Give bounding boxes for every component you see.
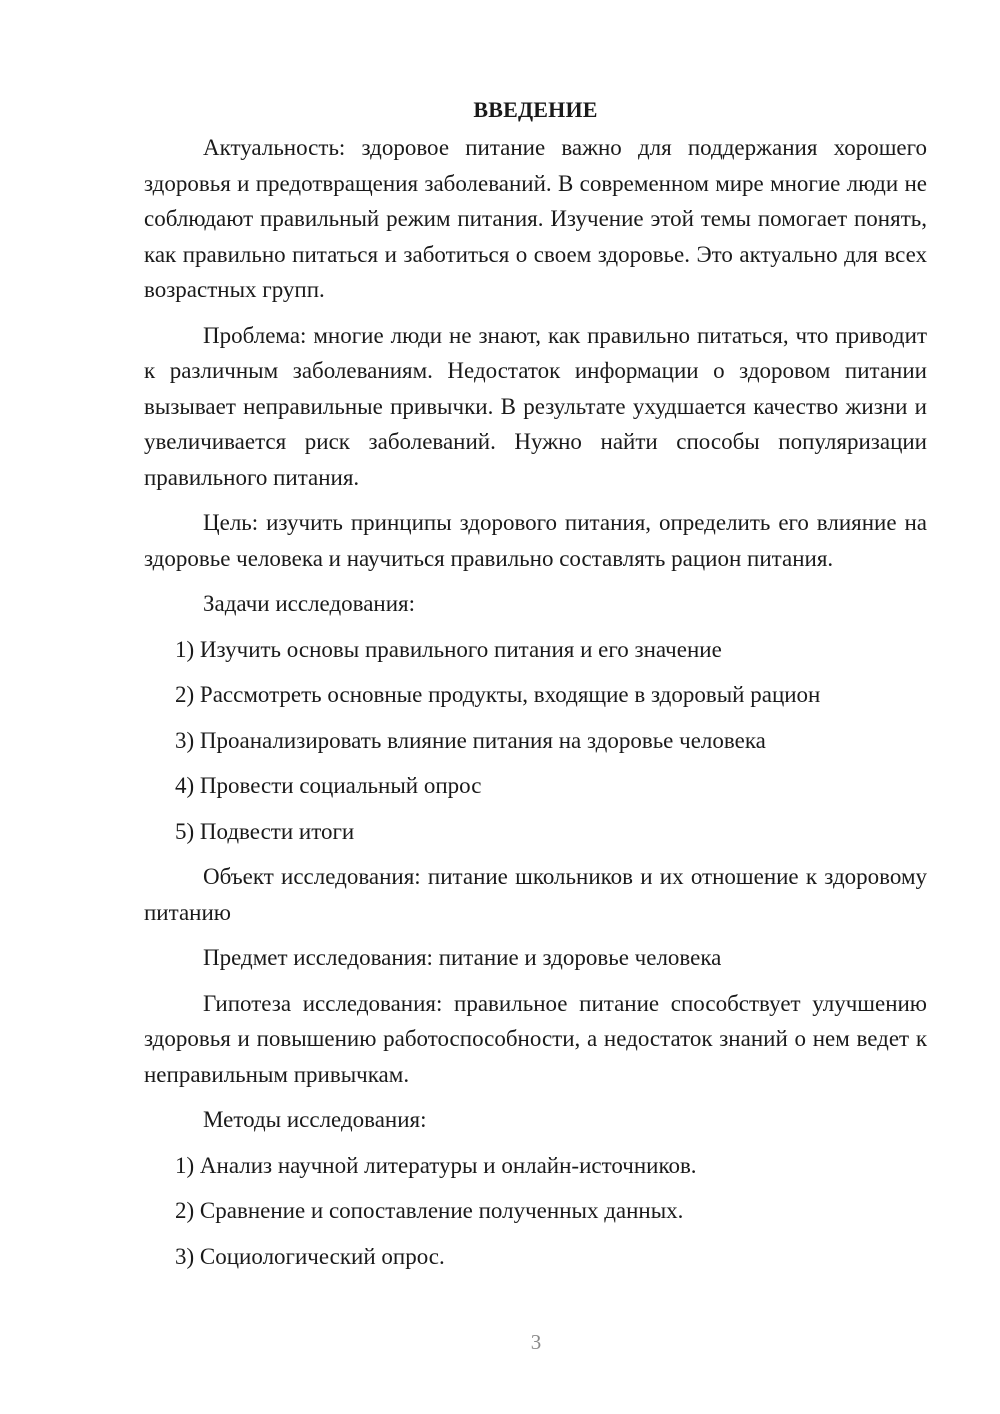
- subject-paragraph: Предмет исследования: питание и здоровье человека: [203, 945, 722, 970]
- list-item: 3) Социологический опрос.: [175, 1243, 445, 1269]
- list-item: 4) Провести социальный опрос: [175, 773, 482, 798]
- list-item: 2) Сравнение и сопоставление полученных данных.: [175, 1198, 684, 1223]
- list-item: 2) Рассмотреть основные продукты, входящие в здоровый рацион: [175, 682, 821, 707]
- list-item: 1) Изучить основы правильного питания и его значение: [175, 636, 722, 662]
- relevance-paragraph: Актуальность: здоровое питание важно для поддержания хорошего здоровья и предотвращения заболеваний. В современном мире многие люди не соблюдают правильный режим питания. Изучение этой темы помогает понять, как правильно питаться и заботиться о своем здоровье. Это актуально для всех возрастных групп.: [144, 135, 927, 302]
- methods-heading: Методы исследования:: [203, 1107, 427, 1132]
- methods-list: [144, 1148, 927, 1275]
- list-item: 3) Проанализировать влияние питания на здоровье человека: [175, 727, 766, 753]
- page-title: ВВЕДЕНИЕ: [473, 97, 598, 122]
- goal-paragraph: Цель: изучить принципы здорового питания, определить его влияние на здоровье человека и научиться правильно составлять рацион питания.: [144, 510, 927, 571]
- document-page: [144, 92, 927, 1284]
- list-item: 5) Подвести итоги: [175, 818, 355, 844]
- hypothesis-paragraph: Гипотеза исследования: правильное питание способствует улучшению здоровья и повышению работоспособности, а недостаток знаний о нем ведет к неправильным привычкам.: [144, 990, 927, 1087]
- list-item: 1) Анализ научной литературы и онлайн-источников.: [175, 1152, 697, 1178]
- object-paragraph: Объект исследования: питание школьников и их отношение к здоровому питанию: [144, 864, 927, 925]
- page-number: 3: [530, 1330, 542, 1354]
- tasks-heading: Задачи исследования:: [203, 591, 416, 616]
- problem-paragraph: Проблема: многие люди не знают, как правильно питаться, что приводит к различным заболеваниям. Недостаток информации о здоровом питании вызывает неправильные привычки. В результате ухудшается качество жизни и увеличивается риск заболеваний. Нужно найти способы популяризации правильного питания.: [144, 322, 927, 490]
- tasks-list: [144, 632, 927, 850]
